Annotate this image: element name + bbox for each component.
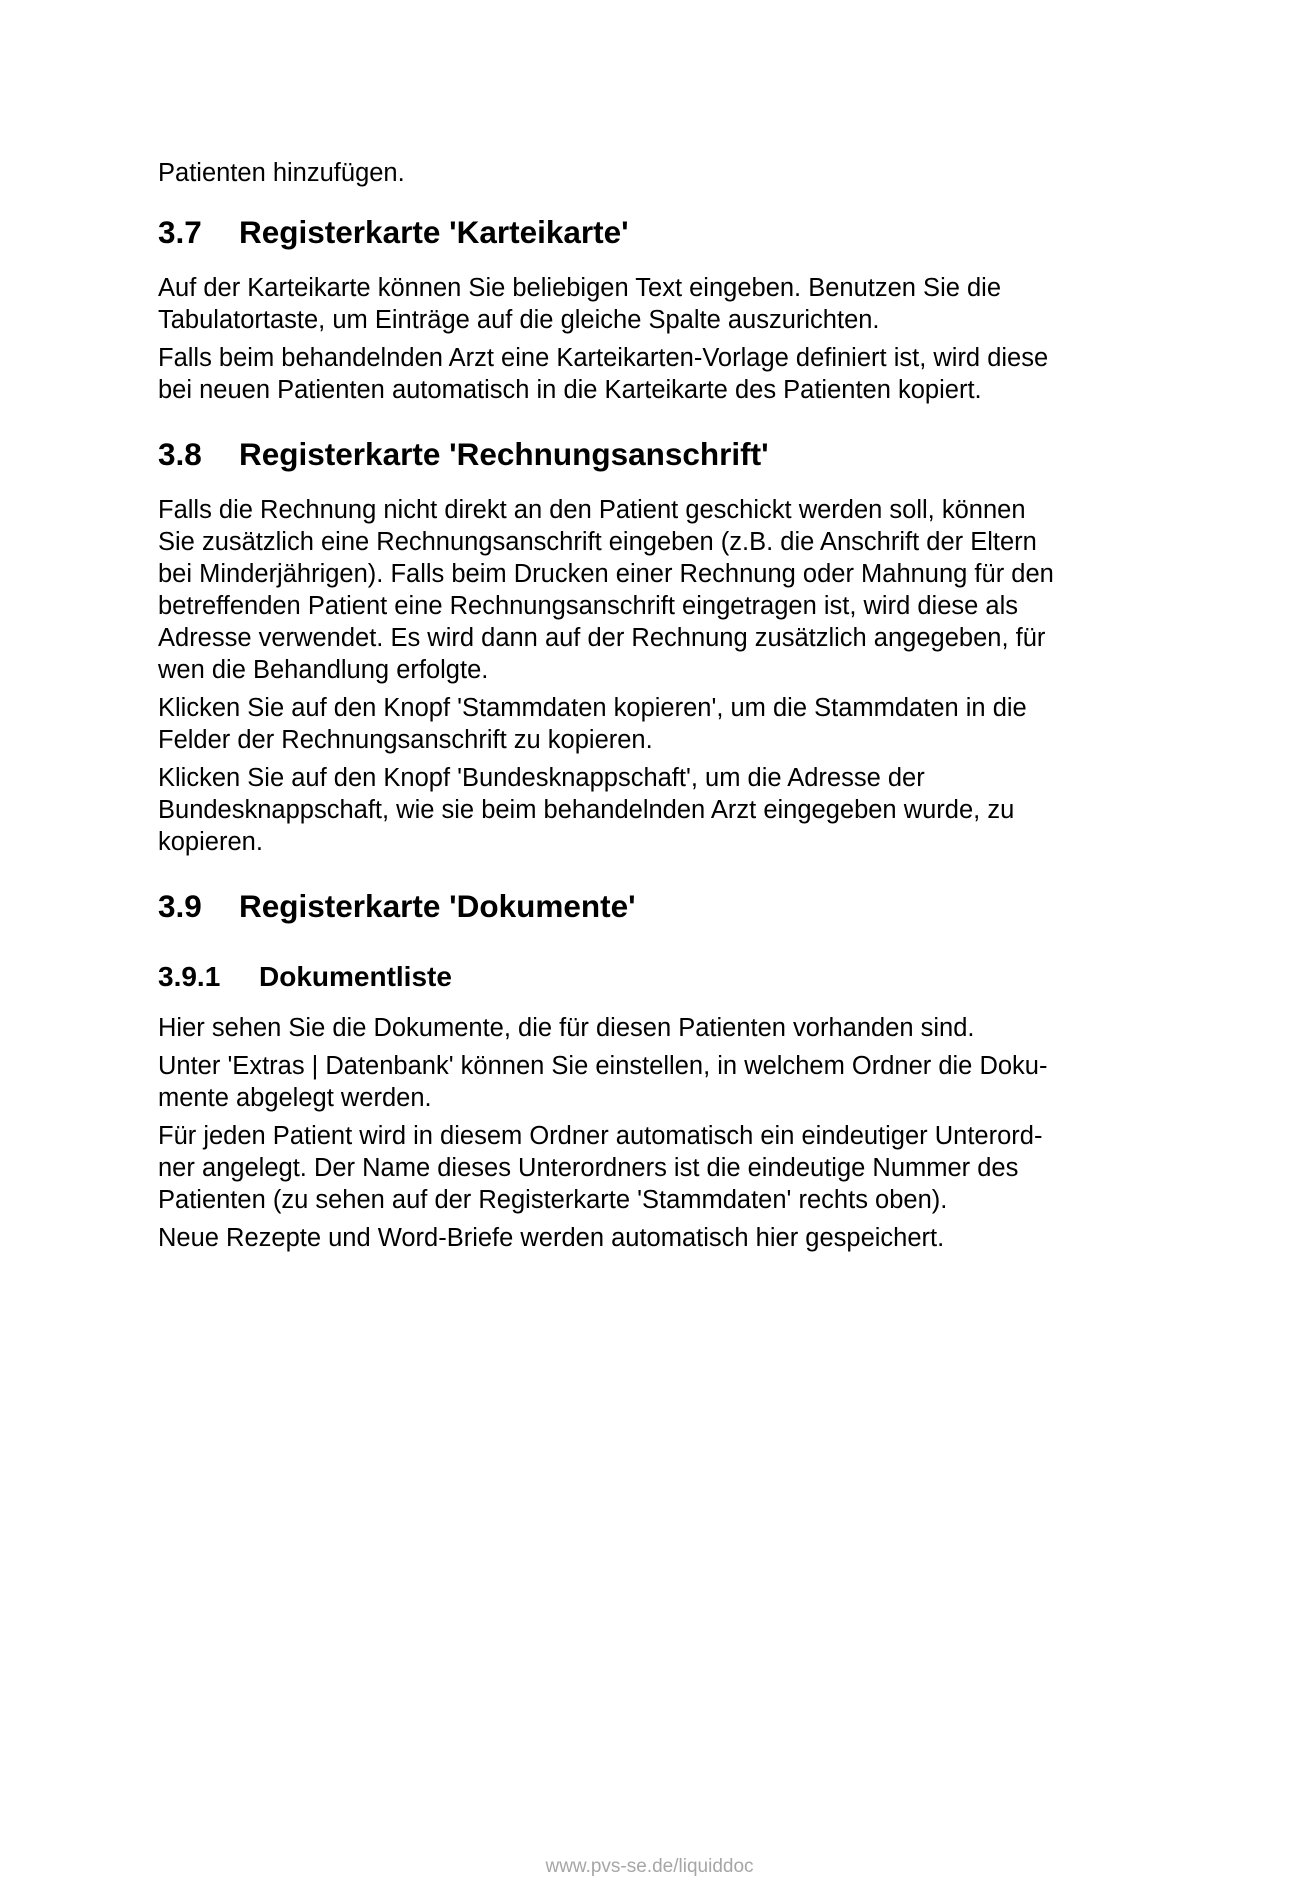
text-line: Neue Rezepte und Word-Briefe werden automatisch hier gespeichert.: [158, 1224, 945, 1252]
text-line: Tabulatortaste, um Einträge auf die gleiche Spalte auszurichten.: [158, 306, 880, 334]
text-line: ner angelegt. Der Name dieses Unterordners ist die eindeutige Nummer des: [158, 1154, 1019, 1182]
subsection-title: Dokumentliste: [259, 961, 452, 992]
paragraph: [158, 762, 1138, 858]
text-line: Für jeden Patient wird in diesem Ordner automatisch ein eindeutiger Unterord-: [158, 1122, 1043, 1150]
paragraph: [158, 494, 1138, 686]
paragraph: [158, 692, 1138, 756]
subsection-number: 3.9.1: [158, 961, 221, 992]
text-line: Patienten hinzufügen.: [158, 159, 405, 187]
text-line: Unter 'Extras | Datenbank' können Sie einstellen, in welchem Ordner die Doku-: [158, 1052, 1048, 1080]
section-number: 3.8: [158, 436, 202, 472]
paragraph: [158, 272, 1138, 336]
text-line: Patienten (zu sehen auf der Registerkarte 'Stammdaten' rechts oben).: [158, 1186, 948, 1214]
text-line: kopieren.: [158, 828, 263, 856]
text-line: mente abgelegt werden.: [158, 1084, 432, 1112]
text-line: Bundesknappschaft, wie sie beim behandelnden Arzt eingegeben wurde, zu: [158, 796, 1015, 824]
paragraph: [158, 1050, 1138, 1114]
subsection-heading-3-9-1: [158, 959, 1138, 995]
text-line: Hier sehen Sie die Dokumente, die für diesen Patienten vorhanden sind.: [158, 1014, 975, 1042]
text-line: Falls beim behandelnden Arzt eine Karteikarten-Vorlage definiert ist, wird diese: [158, 344, 1049, 372]
footer-url: www.pvs-se.de/liquiddoc: [545, 1856, 754, 1877]
document-page: [158, 157, 1138, 1254]
intro-paragraph: [158, 157, 1138, 189]
text-line: Sie zusätzlich eine Rechnungsanschrift eingeben (z.B. die Anschrift der Eltern: [158, 528, 1037, 556]
section-title: Registerkarte 'Rechnungsanschrift': [239, 436, 769, 472]
section-heading-3-9: [158, 886, 1138, 926]
text-line: Falls die Rechnung nicht direkt an den Patient geschickt werden soll, können: [158, 496, 1026, 524]
section-number: 3.7: [158, 214, 202, 250]
section-heading-3-7: [158, 212, 1138, 252]
text-line: wen die Behandlung erfolgte.: [158, 656, 489, 684]
text-line: betreffenden Patient eine Rechnungsanschrift eingetragen ist, wird diese als: [158, 592, 1018, 620]
section-title: Registerkarte 'Dokumente': [239, 888, 636, 924]
paragraph: [158, 1120, 1138, 1216]
text-line: bei Minderjährigen). Falls beim Drucken einer Rechnung oder Mahnung für den: [158, 560, 1054, 588]
text-line: bei neuen Patienten automatisch in die Karteikarte des Patienten kopiert.: [158, 376, 982, 404]
section-number: 3.9: [158, 888, 202, 924]
section-title: Registerkarte 'Karteikarte': [239, 214, 629, 250]
text-line: Klicken Sie auf den Knopf 'Bundesknappschaft', um die Adresse der: [158, 764, 925, 792]
text-line: Klicken Sie auf den Knopf 'Stammdaten kopieren', um die Stammdaten in die: [158, 694, 1027, 722]
paragraph: [158, 1012, 1138, 1044]
text-line: Adresse verwendet. Es wird dann auf der Rechnung zusätzlich angegeben, für: [158, 624, 1046, 652]
section-heading-3-8: [158, 434, 1138, 474]
text-line: Felder der Rechnungsanschrift zu kopieren.: [158, 726, 653, 754]
paragraph: [158, 1222, 1138, 1254]
paragraph: [158, 342, 1138, 406]
text-line: Auf der Karteikarte können Sie beliebigen Text eingeben. Benutzen Sie die: [158, 274, 1002, 302]
